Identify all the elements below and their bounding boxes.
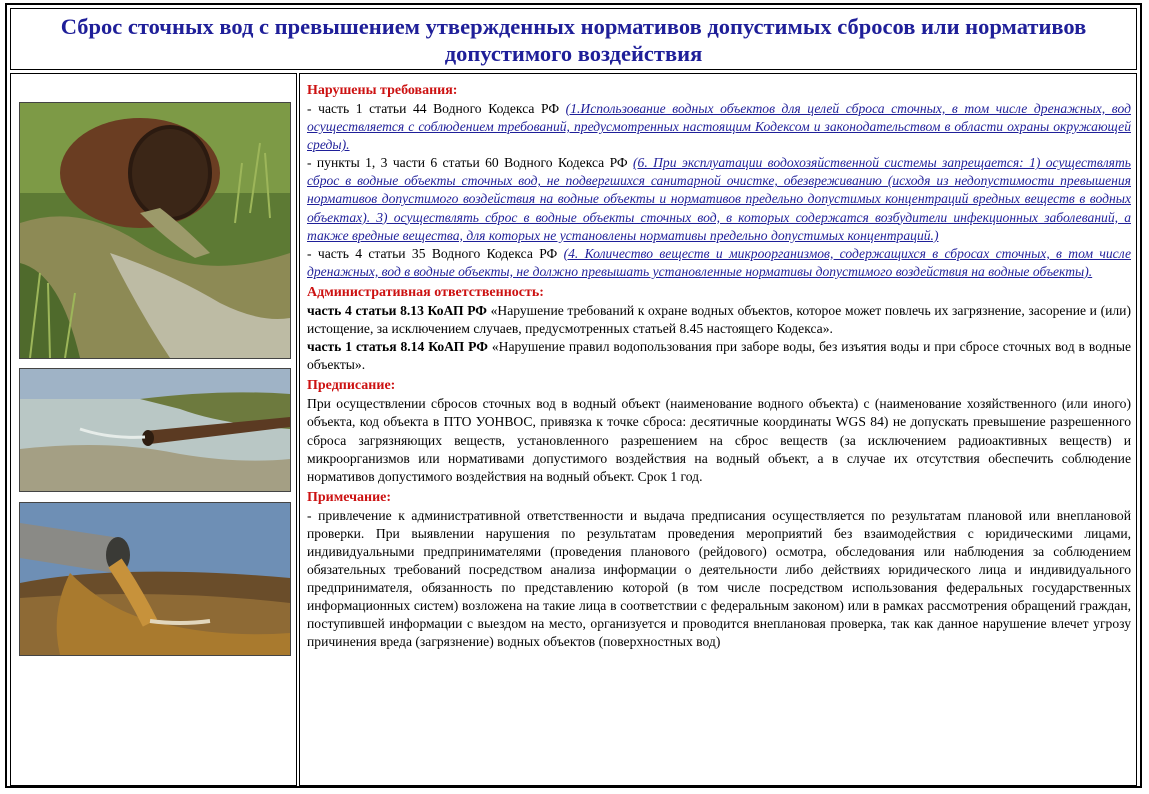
image-column — [10, 73, 297, 786]
pipe-discharge-photo-3 — [19, 502, 291, 656]
violation-item-3-quote[interactable]: (4. Количество веществ и микроорганизмов, содержащихся в сбросах сточных, в том числе дренажных, вод в водные объекты, не должно превышать установленные нормативы допустимого воздействия на водные объекты). — [307, 245, 1131, 279]
poster-frame — [5, 3, 1142, 788]
text-column — [299, 73, 1137, 786]
order-heading: Предписание: — [307, 378, 396, 394]
violation-item-2-quote[interactable]: (6. При эксплуатации водохозяйственной системы запрещается: 1) осуществлять сброс в водные объекты сточных вод, не подвергшихся санитарной очистке, обезвреживанию (исходя из недопустимости превышения нормативов допустимого воздействия на водные объекты и нормативов предельно допустимых концентраций вредных веществ в водных объектах). 3) осуществлять сброс в водные объекты сточных вод, в которых содержатся возбудители инфекционных заболеваний, а также вредные вещества, для которых не установлены нормативы предельно допустимых концентраций.) — [307, 155, 1131, 243]
liability-item-2-text: «Нарушение правил водопользования при заборе воды, без изъятия воды и при сбросе сточных вод в водные объекты». — [307, 339, 1131, 373]
violation-item-1 — [307, 100, 1131, 154]
violation-item-3-prefix: - часть 4 статьи 35 Водного Кодекса РФ — [307, 245, 564, 261]
liability-heading: Административная ответственность: — [307, 284, 544, 300]
liability-item-2 — [307, 338, 1131, 374]
liability-item-2-article: часть 1 статья 8.14 КоАП РФ — [307, 339, 488, 355]
violation-item-2-prefix: - пункты 1, 3 части 6 статьи 60 Водного Кодекса РФ — [307, 155, 634, 171]
liability-item-1-article: часть 4 статьи 8.13 КоАП РФ — [307, 302, 487, 318]
title-box — [10, 8, 1137, 70]
liability-item-1 — [307, 302, 1131, 338]
page-title: Сброс сточных вод с превышением утвержденных нормативов допустимых сбросов или нормативов допустимого воздействия — [60, 14, 1087, 66]
violation-item-1-prefix: - часть 1 статьи 44 Водного Кодекса РФ — [307, 101, 566, 116]
violation-item-2 — [307, 154, 1131, 244]
pipe-discharge-photo-2 — [19, 368, 291, 492]
liability-item-1-text: «Нарушение требований к охране водных объектов, которое может повлечь их загрязнение, засорение и (или) истощение, за исключением случаев, предусмотренных статьей 8.45 настоящего Кодекса». — [307, 302, 1131, 337]
order-text: При осуществлении сбросов сточных вод в водный объект (наименование водного объекта) с (наименование хозяйственного (или иного) объекта, код объекта в ПТО УОНВОС, привязка к точке сброса: десятичные координаты WGS 84) не допускать превышение разрешенного сброса загрязняющих веществ, установленного разрешением на сброс веществ (за исключением радиоактивных веществ) и микроорганизмов или нормативами допустимого воздействия на водный объект, а в случае их отсутствия обеспечить соблюдение нормативов допустимого воздействия на водный объект. Срок 1 год. — [307, 396, 1131, 484]
pipe-discharge-photo-1 — [19, 102, 291, 359]
violation-item-1-quote[interactable]: (1.Использование водных объектов для целей сброса сточных, в том числе дренажных, вод осуществляется с соблюдением требований, предусмотренных настоящим Кодексом и законодательством в области охраны окружающей среды). — [307, 101, 1131, 153]
note-text: - привлечение к административной ответственности и выдача предписания осуществляется по результатам плановой или внеплановой проверки. При выявлении нарушения по результатам проведения мероприятий без взаимодействия с юридическими лицами, индивидуальными предпринимателями (проведения планового (рейдового) осмотра, обследования или наблюдения за соблюдением обязательных требований посредством анализа информации о деятельности либо действиях юридического лица и индивидуального предпринимателя, обязанность по представлению которой (в том числе посредством использования федеральных государственных информационных систем) возложена на такие лица в соответствии с федеральным законом) или в рамках рассмотрения обращений граждан, поступившей информации с выездом на место, организуется и проводится внеплановая проверка, так как данное нарушение влечет угрозу причинения вреда (загрязнение) водных объектов (поверхностных вод) — [307, 507, 1131, 650]
violation-item-3 — [307, 245, 1131, 281]
violations-heading: Нарушены требования: — [307, 83, 458, 98]
note-heading: Примечание: — [307, 489, 392, 505]
